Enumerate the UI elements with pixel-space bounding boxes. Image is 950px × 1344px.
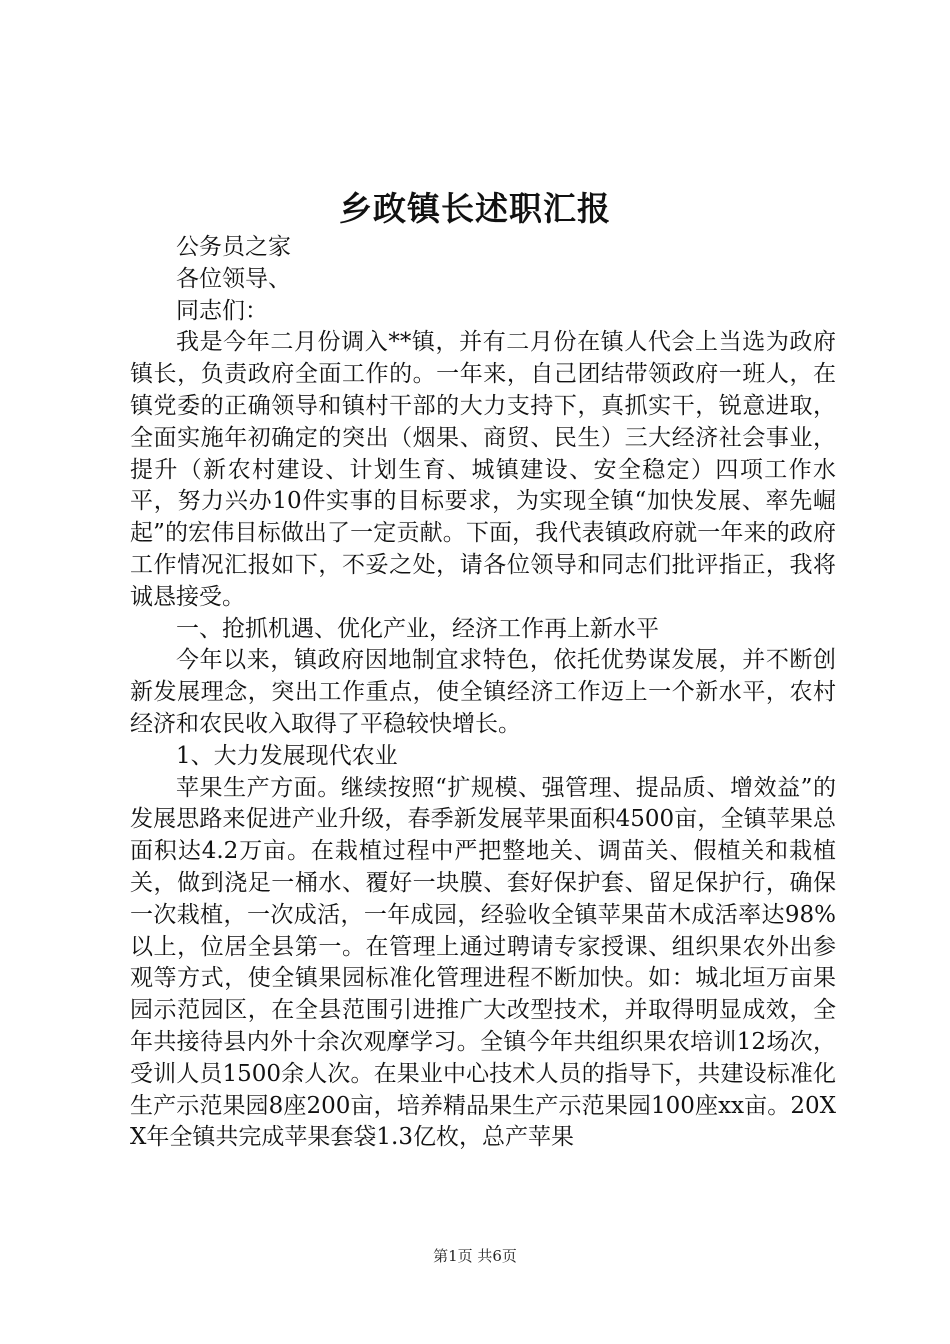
- paragraph-salutation-comrades: 同志们：: [176, 297, 268, 324]
- paragraph-apple-production: 苹果生产方面。继续按照“扩规模、强管理、提品质、增效益”的发展思路来促进产业升级，春季新发展苹果面积4500亩，全镇苹果总面积达4.2万亩。在栽植过程中严把整地关、调苗关、假植关和栽植关，做到浇足一桶水、覆好一块膜、套好保护套、留足保护行，确保一次栽植，一次成活，一年成园，经验收全镇苹果苗木成活率达98%以上，位居全县第一。在管理上通过聘请专家授课、组织果农外出参观等方式，使全镇果园标准化管理进程不断加快。如：城北垣万亩果园示范园区，在全县范围引进推广大改型技术，并取得明显成效，全年共接待县内外十余次观摩学习。全镇今年共组织果农培训12场次，受训人员1500余人次。在果业中心技术人员的指导下，共建设标准化生产示范果园8座200亩，培养精品果生产示范果园100座xx亩。20XX年全镇共完成苹果套袋1.3亿枚，总产苹果: [130, 774, 836, 1151]
- paragraph-salutation-leaders: 各位领导、: [176, 265, 291, 292]
- section-heading-1: 一、抢抓机遇、优化产业，经济工作再上新水平: [176, 615, 659, 642]
- paragraph-economy-overview: 今年以来，镇政府因地制宜求特色，依托优势谋发展，并不断创新发展理念，突出工作重点，使全镇经济工作迈上一个新水平，农村经济和农民收入取得了平稳较快增长。: [130, 647, 836, 737]
- page-number-footer: 第1页 共6页: [433, 1247, 517, 1265]
- page-title: 乡政镇长述职汇报: [339, 189, 611, 228]
- paragraph-introduction: 我是今年二月份调入**镇，并有二月份在镇人代会上当选为政府镇长，负责政府全面工作的。一年来，自己团结带领政府一班人，在镇党委的正确领导和镇村干部的大力支持下，真抓实干，锐意进取，全面实施年初确定的突出（烟果、商贸、民生）三大经济社会事业，提升（新农村建设、计划生育、城镇建设、安全稳定）四项工作水平，努力兴办10件实事的目标要求，为实现全镇“加快发展、率先崛起”的宏伟目标做出了一定贡献。下面，我代表镇政府就一年来的政府工作情况汇报如下，不妥之处，请各位领导和同志们批评指正，我将诚恳接受。: [130, 329, 836, 610]
- subsection-heading-1: 1、大力发展现代农业: [176, 742, 398, 769]
- paragraph-source: 公务员之家: [176, 234, 291, 260]
- document-body: [130, 232, 836, 1154]
